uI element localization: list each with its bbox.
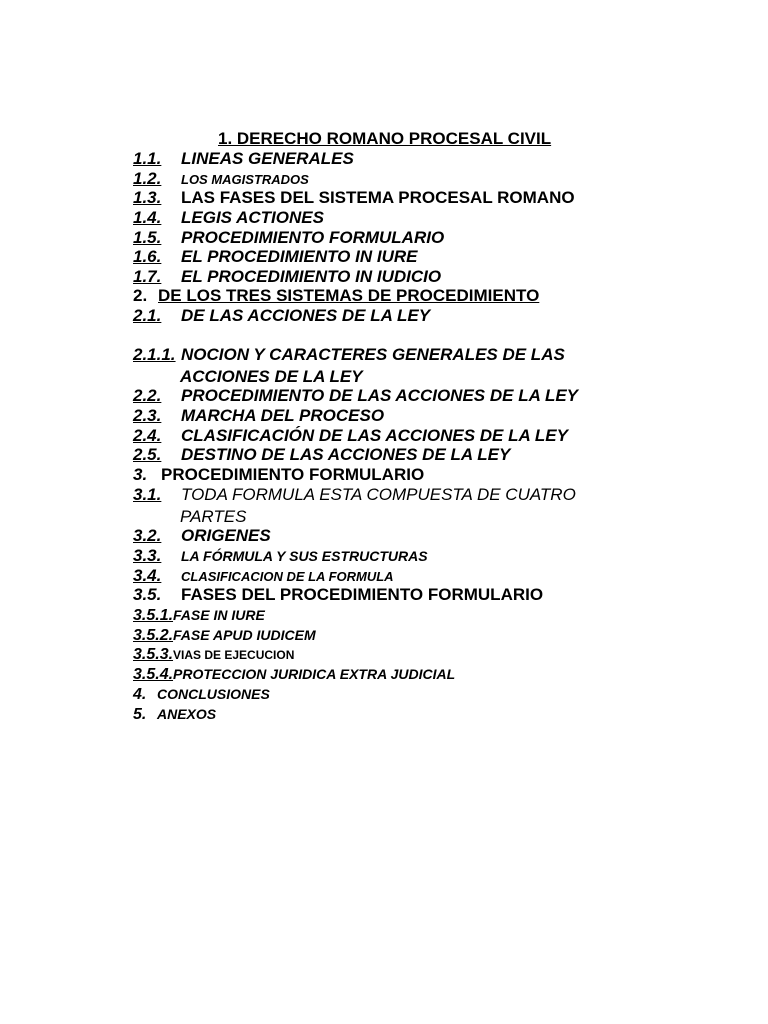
toc-number: 3.3. [133,546,162,565]
toc-entry-3 [133,465,424,485]
toc-entry-3-5-4 [133,664,455,685]
toc-text-continuation: ACCIONES DE LA LEY [180,367,363,386]
toc-text: LA FÓRMULA Y SUS ESTRUCTURAS [181,548,428,564]
toc-entry-1-6 [133,247,417,267]
toc-number: 2.2. [133,386,162,405]
toc-number: 2.1.1. [133,345,176,364]
toc-number: 3.1. [133,485,162,504]
toc-entry-3-5-1 [133,605,265,626]
toc-text: TODA FORMULA ESTA COMPUESTA DE CUATRO [181,485,576,504]
toc-text: EL PROCEDIMIENTO IN IUDICIO [181,267,442,286]
toc-text: FASES DEL PROCEDIMIENTO FORMULARIO [181,585,544,604]
toc-text: PROCEDIMIENTO DE LAS ACCIONES DE LA LEY [181,386,579,405]
toc-text: PROCEDIMIENTO FORMULARIO [181,228,445,247]
toc-number: 4. [133,686,147,703]
toc-text: FASE APUD IUDICEM [173,627,316,643]
toc-entry-4 [133,684,270,705]
toc-number: 3. [133,465,148,484]
toc-number: 5. [133,706,147,723]
toc-number: 3.4. [133,566,162,585]
toc-text: LOS MAGISTRADOS [181,172,309,187]
toc-text: CLASIFICACIÓN DE LAS ACCIONES DE LA LEY [181,426,568,445]
toc-number: 1.6. [133,247,162,266]
toc-entry-1-7 [133,267,441,287]
toc-text: NOCION Y CARACTERES GENERALES DE LAS [181,345,565,364]
document-title: 1. DERECHO ROMANO PROCESAL CIVIL [218,129,552,148]
toc-number: 3.5.4. [133,666,174,683]
toc-number: 2.4. [133,426,162,445]
toc-text: DESTINO DE LAS ACCIONES DE LA LEY [181,445,511,464]
toc-text: DE LOS TRES SISTEMAS DE PROCEDIMIENTO [158,286,540,305]
toc-number: 2.3. [133,406,162,425]
toc-text: LAS FASES DEL SISTEMA PROCESAL ROMANO [181,188,575,207]
toc-text: CLASIFICACION DE LA FORMULA [181,569,394,584]
toc-entry-2-3 [133,406,384,426]
toc-entry-3-1 [133,485,576,505]
toc-number: 3.2. [133,526,162,545]
toc-entry-1-2 [133,169,309,190]
toc-number: 1.7. [133,267,162,286]
toc-text: PROTECCION JURIDICA EXTRA JUDICIAL [173,666,456,682]
toc-text: LEGIS ACTIONES [181,208,324,227]
toc-entry-2-4 [133,426,568,446]
toc-number: 3.5.2. [133,627,174,644]
toc-entry-1-5 [133,228,444,248]
toc-text: ANEXOS [157,706,217,722]
toc-text: LINEAS GENERALES [181,149,354,168]
toc-entry-2-1-1 [133,345,565,365]
toc-entry-3-2 [133,526,271,546]
toc-text: PROCEDIMIENTO FORMULARIO [161,465,425,484]
toc-entry-3-5-3 [133,645,294,665]
toc-number: 1.2. [133,169,162,188]
toc-number: 1.5. [133,228,162,247]
toc-entry-1-1 [133,149,354,169]
toc-number: 3.5.1. [133,607,174,624]
toc-text: ORIGENES [181,526,271,545]
toc-number: 2.5. [133,445,162,464]
toc-entry-3-4 [133,566,394,587]
toc-text: CONCLUSIONES [157,686,270,702]
toc-entry-1-3 [133,188,575,208]
toc-entry-2-2 [133,386,578,406]
toc-number: 2.1. [133,306,162,325]
toc-number: 1.1. [133,149,162,168]
toc-number: 3.5.3. [133,646,174,663]
toc-entry-3-5 [133,585,543,605]
toc-text-continuation: PARTES [180,507,247,526]
toc-text: VIAS DE EJECUCION [173,648,295,662]
toc-entry-2-5 [133,445,510,465]
toc-entry-2 [133,286,539,306]
toc-number: 1.4. [133,208,162,227]
toc-entry-3-5-2 [133,625,316,646]
toc-entry-3-3 [133,546,428,566]
toc-entry-5 [133,704,216,725]
toc-number: 3.5. [133,585,162,604]
toc-text: MARCHA DEL PROCESO [181,406,385,425]
toc-number: 2. [133,286,148,305]
toc-entry-2-1 [133,306,430,326]
toc-number: 1.3. [133,188,162,207]
toc-text: FASE IN IURE [173,607,265,623]
toc-entry-1-4 [133,208,324,228]
toc-text: DE LAS ACCIONES DE LA LEY [181,306,431,325]
toc-text: EL PROCEDIMIENTO IN IURE [181,247,418,266]
